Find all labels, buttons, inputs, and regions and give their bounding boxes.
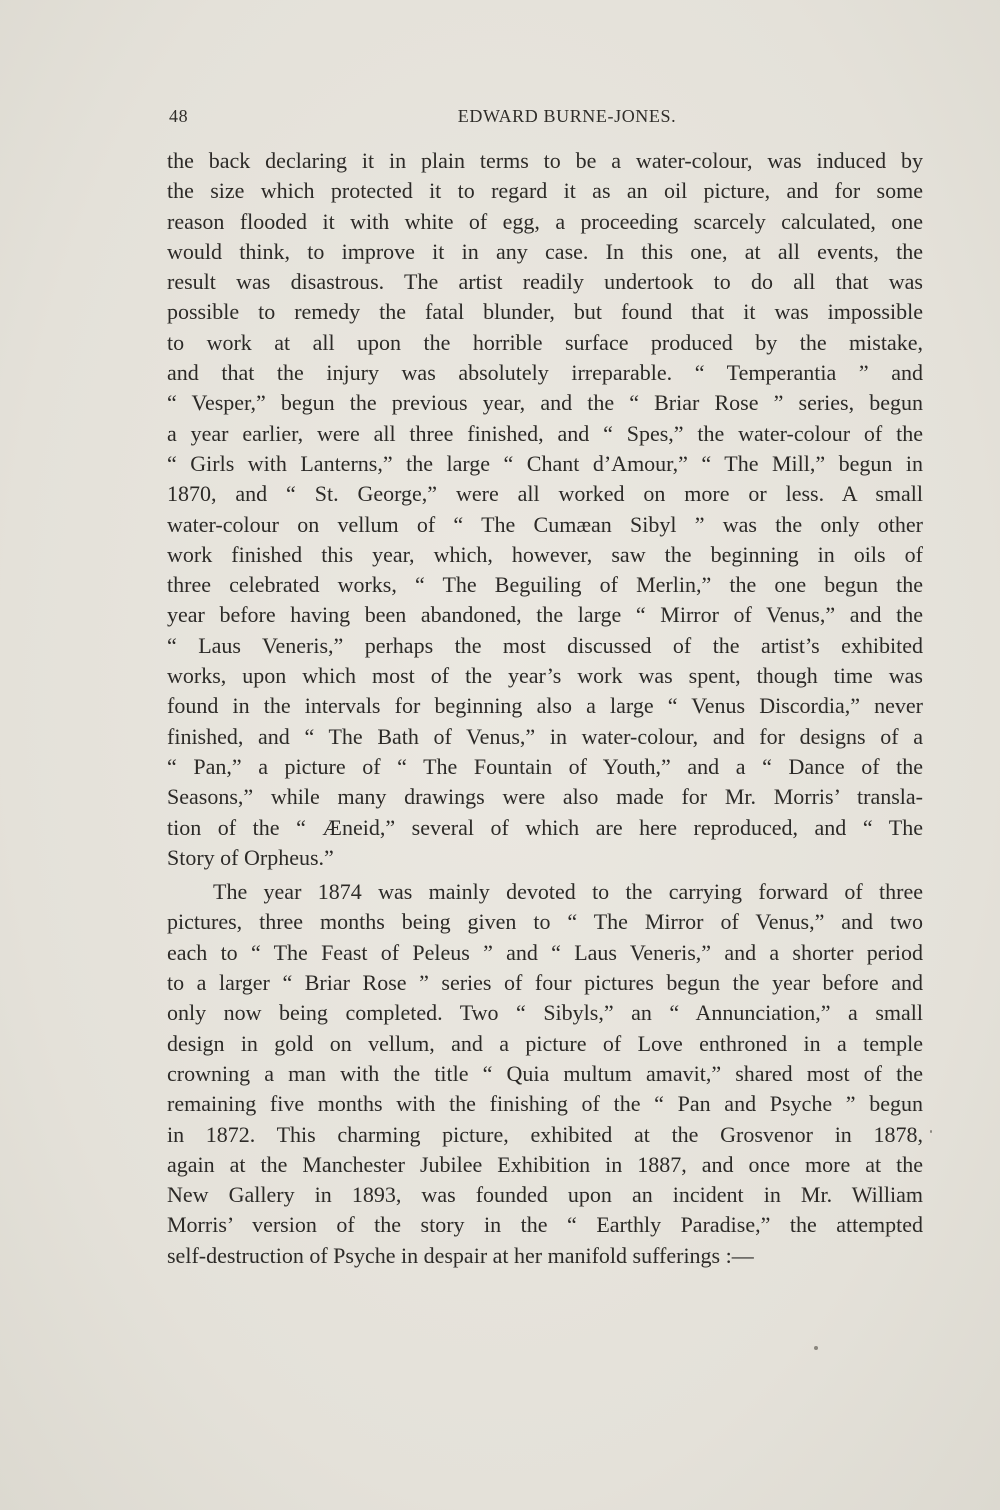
- text-line: and that the injury was absolutely irreparable. “ Temperantia ” and: [167, 360, 923, 386]
- body-text: [167, 146, 923, 1271]
- text-line: to work at all upon the horrible surface produced by the mistake,: [167, 329, 923, 355]
- text-line: tion of the “ Æneid,” several of which are here reproduced, and “ The: [167, 814, 923, 840]
- text-line: Morris’ version of the story in the “ Earthly Paradise,” the attempted: [167, 1212, 923, 1238]
- text-line: Seasons,” while many drawings were also made for Mr. Morris’ transla-: [167, 784, 923, 810]
- text-line: pictures, three months being given to “ The Mirror of Venus,” and two: [167, 909, 923, 935]
- text-line: The year 1874 was mainly devoted to the carrying forward of three: [213, 879, 923, 905]
- text-line: a year earlier, were all three finished, and “ Spes,” the water-colour of the: [167, 420, 923, 446]
- paper-speck: [930, 1130, 932, 1133]
- text-line: would think, to improve it in any case. In this one, at all events, the: [167, 238, 923, 264]
- text-line: self-destruction of Psyche in despair at her manifold sufferings :—: [167, 1242, 754, 1268]
- page-number: 48: [169, 106, 189, 126]
- text-line: again at the Manchester Jubilee Exhibition in 1887, and once more at the: [167, 1151, 923, 1177]
- text-line: reason flooded it with white of egg, a proceeding scarcely calculated, one: [167, 208, 923, 234]
- paragraph: [167, 877, 923, 1271]
- text-line: works, upon which most of the year’s work was spent, though time was: [167, 663, 923, 689]
- text-line: finished, and “ The Bath of Venus,” in water-colour, and for designs of a: [167, 723, 923, 749]
- text-line: in 1872. This charming picture, exhibited at the Grosvenor in 1878,: [167, 1121, 923, 1147]
- running-title: EDWARD BURNE-JONES.: [457, 106, 677, 126]
- paragraph: [167, 146, 923, 873]
- text-line: found in the intervals for beginning also a large “ Venus Discordia,” never: [167, 693, 923, 719]
- paper-speck: [814, 1346, 818, 1350]
- text-line: design in gold on vellum, and a picture of Love enthroned in a temple: [167, 1030, 923, 1056]
- text-line: possible to remedy the fatal blunder, but found that it was impossible: [167, 299, 923, 325]
- text-line: to a larger “ Briar Rose ” series of four pictures begun the year before and: [167, 970, 923, 996]
- text-line: “ Girls with Lanterns,” the large “ Chant d’Amour,” “ The Mill,” begun in: [167, 450, 923, 476]
- text-line: Story of Orpheus.”: [167, 844, 334, 870]
- text-line: three celebrated works, “ The Beguiling of Merlin,” the one begun the: [167, 572, 923, 598]
- text-line: year before having been abandoned, the large “ Mirror of Venus,” and the: [167, 602, 923, 628]
- text-line: “ Laus Veneris,” perhaps the most discussed of the artist’s exhibited: [167, 632, 923, 658]
- text-line: each to “ The Feast of Peleus ” and “ Laus Veneris,” and a shorter period: [167, 939, 923, 965]
- running-head: [167, 104, 923, 130]
- text-line: “ Pan,” a picture of “ The Fountain of Youth,” and a “ Dance of the: [167, 753, 923, 779]
- text-line: remaining five months with the finishing of the “ Pan and Psyche ” begun: [167, 1091, 923, 1117]
- text-line: 1870, and “ St. George,” were all worked on more or less. A small: [167, 481, 923, 507]
- text-line: the back declaring it in plain terms to be a water-colour, was induced by: [167, 148, 923, 173]
- text-line: work finished this year, which, however, saw the beginning in oils of: [167, 541, 923, 567]
- text-line: “ Vesper,” begun the previous year, and the “ Briar Rose ” series, begun: [167, 390, 923, 416]
- text-line: only now being completed. Two “ Sibyls,” an “ Annunciation,” a small: [167, 1000, 923, 1026]
- text-line: water-colour on vellum of “ The Cumæan Sibyl ” was the only other: [167, 511, 923, 537]
- text-line: the size which protected it to regard it as an oil picture, and for some: [167, 178, 923, 204]
- text-line: result was disastrous. The artist readily undertook to do all that was: [167, 269, 923, 295]
- text-line: crowning a man with the title “ Quia multum amavit,” shared most of the: [167, 1060, 923, 1086]
- text-line: New Gallery in 1893, was founded upon an incident in Mr. William: [167, 1182, 923, 1208]
